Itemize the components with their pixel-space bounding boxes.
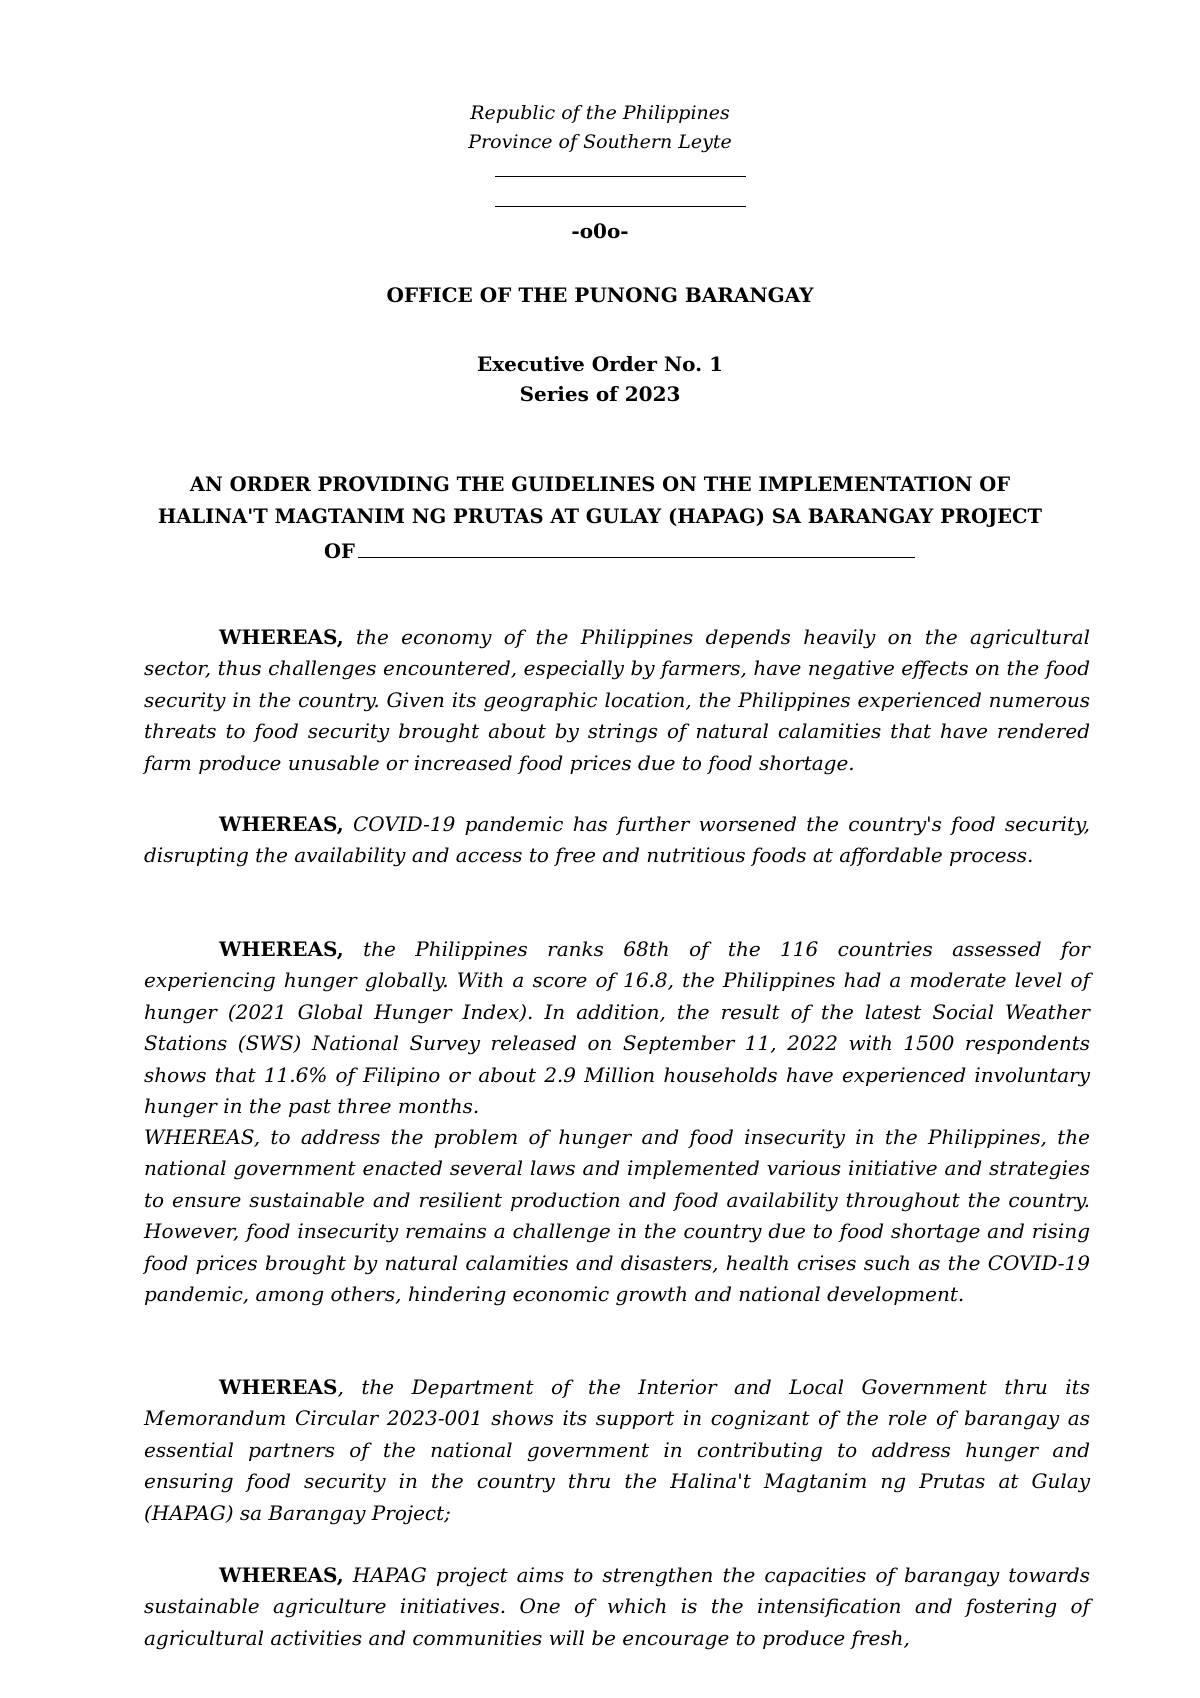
whereas-lead: WHEREAS, xyxy=(219,812,344,836)
title-line-2: HALINA'T MAGTANIM NG PRUTAS AT GULAY (HAPAG) SA BARANGAY PROJECT xyxy=(157,505,1043,528)
barangay-blank-line xyxy=(495,206,746,207)
order-series: Series of 2023 xyxy=(519,382,681,406)
barangay-name-blank xyxy=(358,557,915,558)
whereas-paragraph-3 xyxy=(144,934,1090,1122)
separator-mark: -o0o- xyxy=(571,219,629,243)
republic-line: Republic of the Philippines xyxy=(470,102,730,124)
order-number: Executive Order No. 1 xyxy=(476,352,724,376)
paragraph-text: COVID-19 pandemic has further worsened the country's food security, disrupting the availability and access to free and nutritious foods at affordable process. xyxy=(144,812,1090,868)
whereas-lead: WHEREAS, xyxy=(219,937,344,961)
office-heading: OFFICE OF THE PUNONG BARANGAY xyxy=(386,283,814,307)
whereas-paragraph-4 xyxy=(144,1122,1090,1310)
paragraph-text: WHEREAS, to address the problem of hunger and food insecurity in the Philippines, the national government enacted several laws and implemented various initiative and strategies to ensure sustainable and resilient production and food availability throughout the country. However, food insecurity remains a challenge in the country due to food shortage and rising food prices brought by natural calamities and disasters, health crises such as the COVID-19 pandemic, among others, hindering economic growth and national development. xyxy=(144,1125,1090,1307)
paragraph-text: HAPAG project aims to strengthen the capacities of barangay towards sustainable agriculture initiatives. One of which is the intensification and fostering of agricultural activities and communities will be encourage to produce fresh, xyxy=(144,1563,1090,1650)
title-line-1: AN ORDER PROVIDING THE GUIDELINES ON THE IMPLEMENTATION OF xyxy=(189,473,1011,496)
whereas-lead: WHEREAS xyxy=(219,1375,338,1399)
whereas-paragraph-1 xyxy=(144,622,1090,779)
whereas-lead: WHEREAS, xyxy=(219,625,344,649)
whereas-paragraph-2 xyxy=(144,809,1090,872)
paragraph-text: , the Department of the Interior and Local Government thru its Memorandum Circular 2023-001 shows its support in cognizant of the role of barangay as essential partners of the national government in contributing to address hunger and ensuring food security in the country thru the Halina't Magtanim ng Prutas at Gulay (HAPAG) sa Barangay Project; xyxy=(144,1375,1090,1525)
whereas-paragraph-5 xyxy=(144,1372,1090,1529)
paragraph-text: the economy of the Philippines depends heavily on the agricultural sector, thus challenges encountered, especially by farmers, have negative effects on the food security in the country. Given its geographic location, the Philippines experienced numerous threats to food security brought about by strings of natural calamities that have rendered farm produce unusable or increased food prices due to food shortage. xyxy=(144,625,1090,775)
title-line-3: OF xyxy=(324,540,355,563)
municipality-blank-line xyxy=(495,176,746,177)
paragraph-text: the Philippines ranks 68th of the 116 countries assessed for experiencing hunger globally. With a score of 16.8, the Philippines had a moderate level of hunger (2021 Global Hunger Index). In addition, the result of the latest Social Weather Stations (SWS) National Survey released on September 11, 2022 with 1500 respondents shows that 11.6% of Filipino or about 2.9 Million households have experienced involuntary hunger in the past three months. xyxy=(144,937,1090,1119)
whereas-paragraph-6 xyxy=(144,1560,1090,1654)
province-line: Province of Southern Leyte xyxy=(468,131,732,153)
whereas-lead: WHEREAS, xyxy=(219,1563,344,1587)
